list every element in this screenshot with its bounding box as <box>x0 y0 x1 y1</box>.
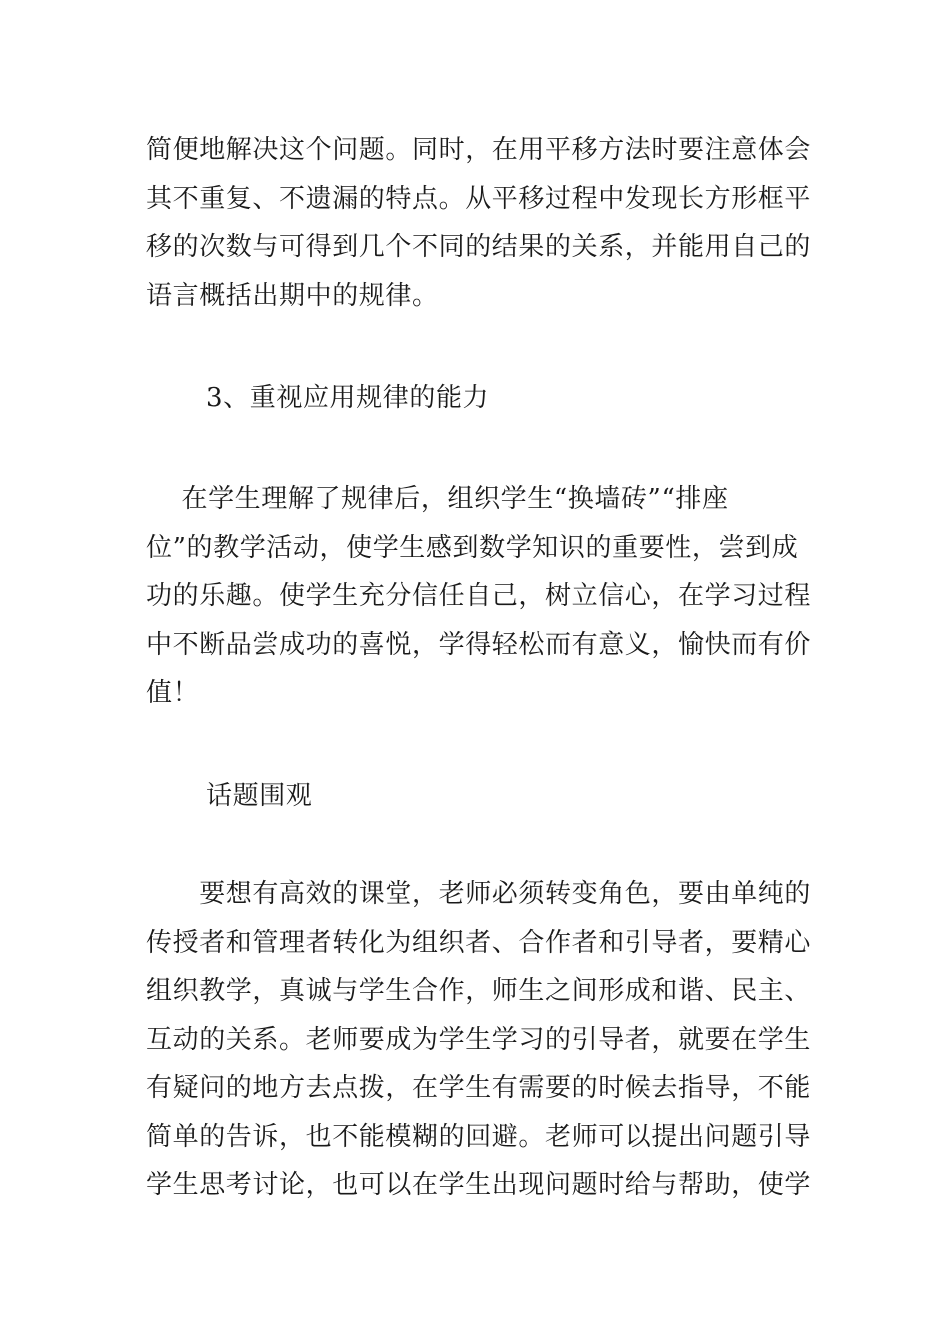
paragraph-2 <box>146 475 811 718</box>
paragraph-3-line: 互动的关系。老师要成为学生学习的引导者，就要在学生 <box>146 1024 812 1055</box>
paragraph-1-line: 其不重复、不遗漏的特点。从平移过程中发现长方形框平 <box>146 183 812 214</box>
paragraph-2-line: 值！ <box>146 678 200 708</box>
paragraph-1-line: 简便地解决这个问题。同时，在用平移方法时要注意体会 <box>146 135 812 165</box>
paragraph-3-line: 简单的告诉，也不能模糊的回避。老师可以提出问题引导 <box>146 1121 812 1152</box>
paragraph-3-line: 要想有高效的课堂，老师必须转变角色，要由单纯的 <box>146 879 812 909</box>
paragraph-1 <box>146 126 811 320</box>
paragraph-3-line: 学生思考讨论，也可以在学生出现问题时给与帮助，使学 <box>146 1170 812 1200</box>
paragraph-3-line: 有疑问的地方去点拨，在学生有需要的时候去指导，不能 <box>146 1073 812 1103</box>
section-heading-3: 3、重视应用规律的能力 <box>206 383 490 413</box>
paragraph-2-line: 中不断品尝成功的喜悦，学得轻松而有意义，愉快而有价 <box>146 629 812 660</box>
paragraph-3-line: 组织教学，真诚与学生合作，师生之间形成和谐、民主、 <box>146 976 812 1006</box>
paragraph-2-line: 位”的教学活动，使学生感到数学知识的重要性，尝到成 <box>146 532 799 563</box>
paragraph-3-line: 传授者和管理者转化为组织者、合作者和引导者，要精心 <box>146 927 812 958</box>
paragraph-1-line: 移的次数与可得到几个不同的结果的关系，并能用自己的 <box>146 232 812 262</box>
paragraph-3 <box>146 870 811 1210</box>
paragraph-2-line: 在学生理解了规律后，组织学生“换墙砖”“排座 <box>146 484 729 514</box>
section-heading-topic: 话题围观 <box>206 781 313 811</box>
paragraph-2-line: 功的乐趣。使学生充分信任自己，树立信心，在学习过程 <box>146 581 812 611</box>
paragraph-1-line: 语言概括出期中的规律。 <box>146 280 439 311</box>
